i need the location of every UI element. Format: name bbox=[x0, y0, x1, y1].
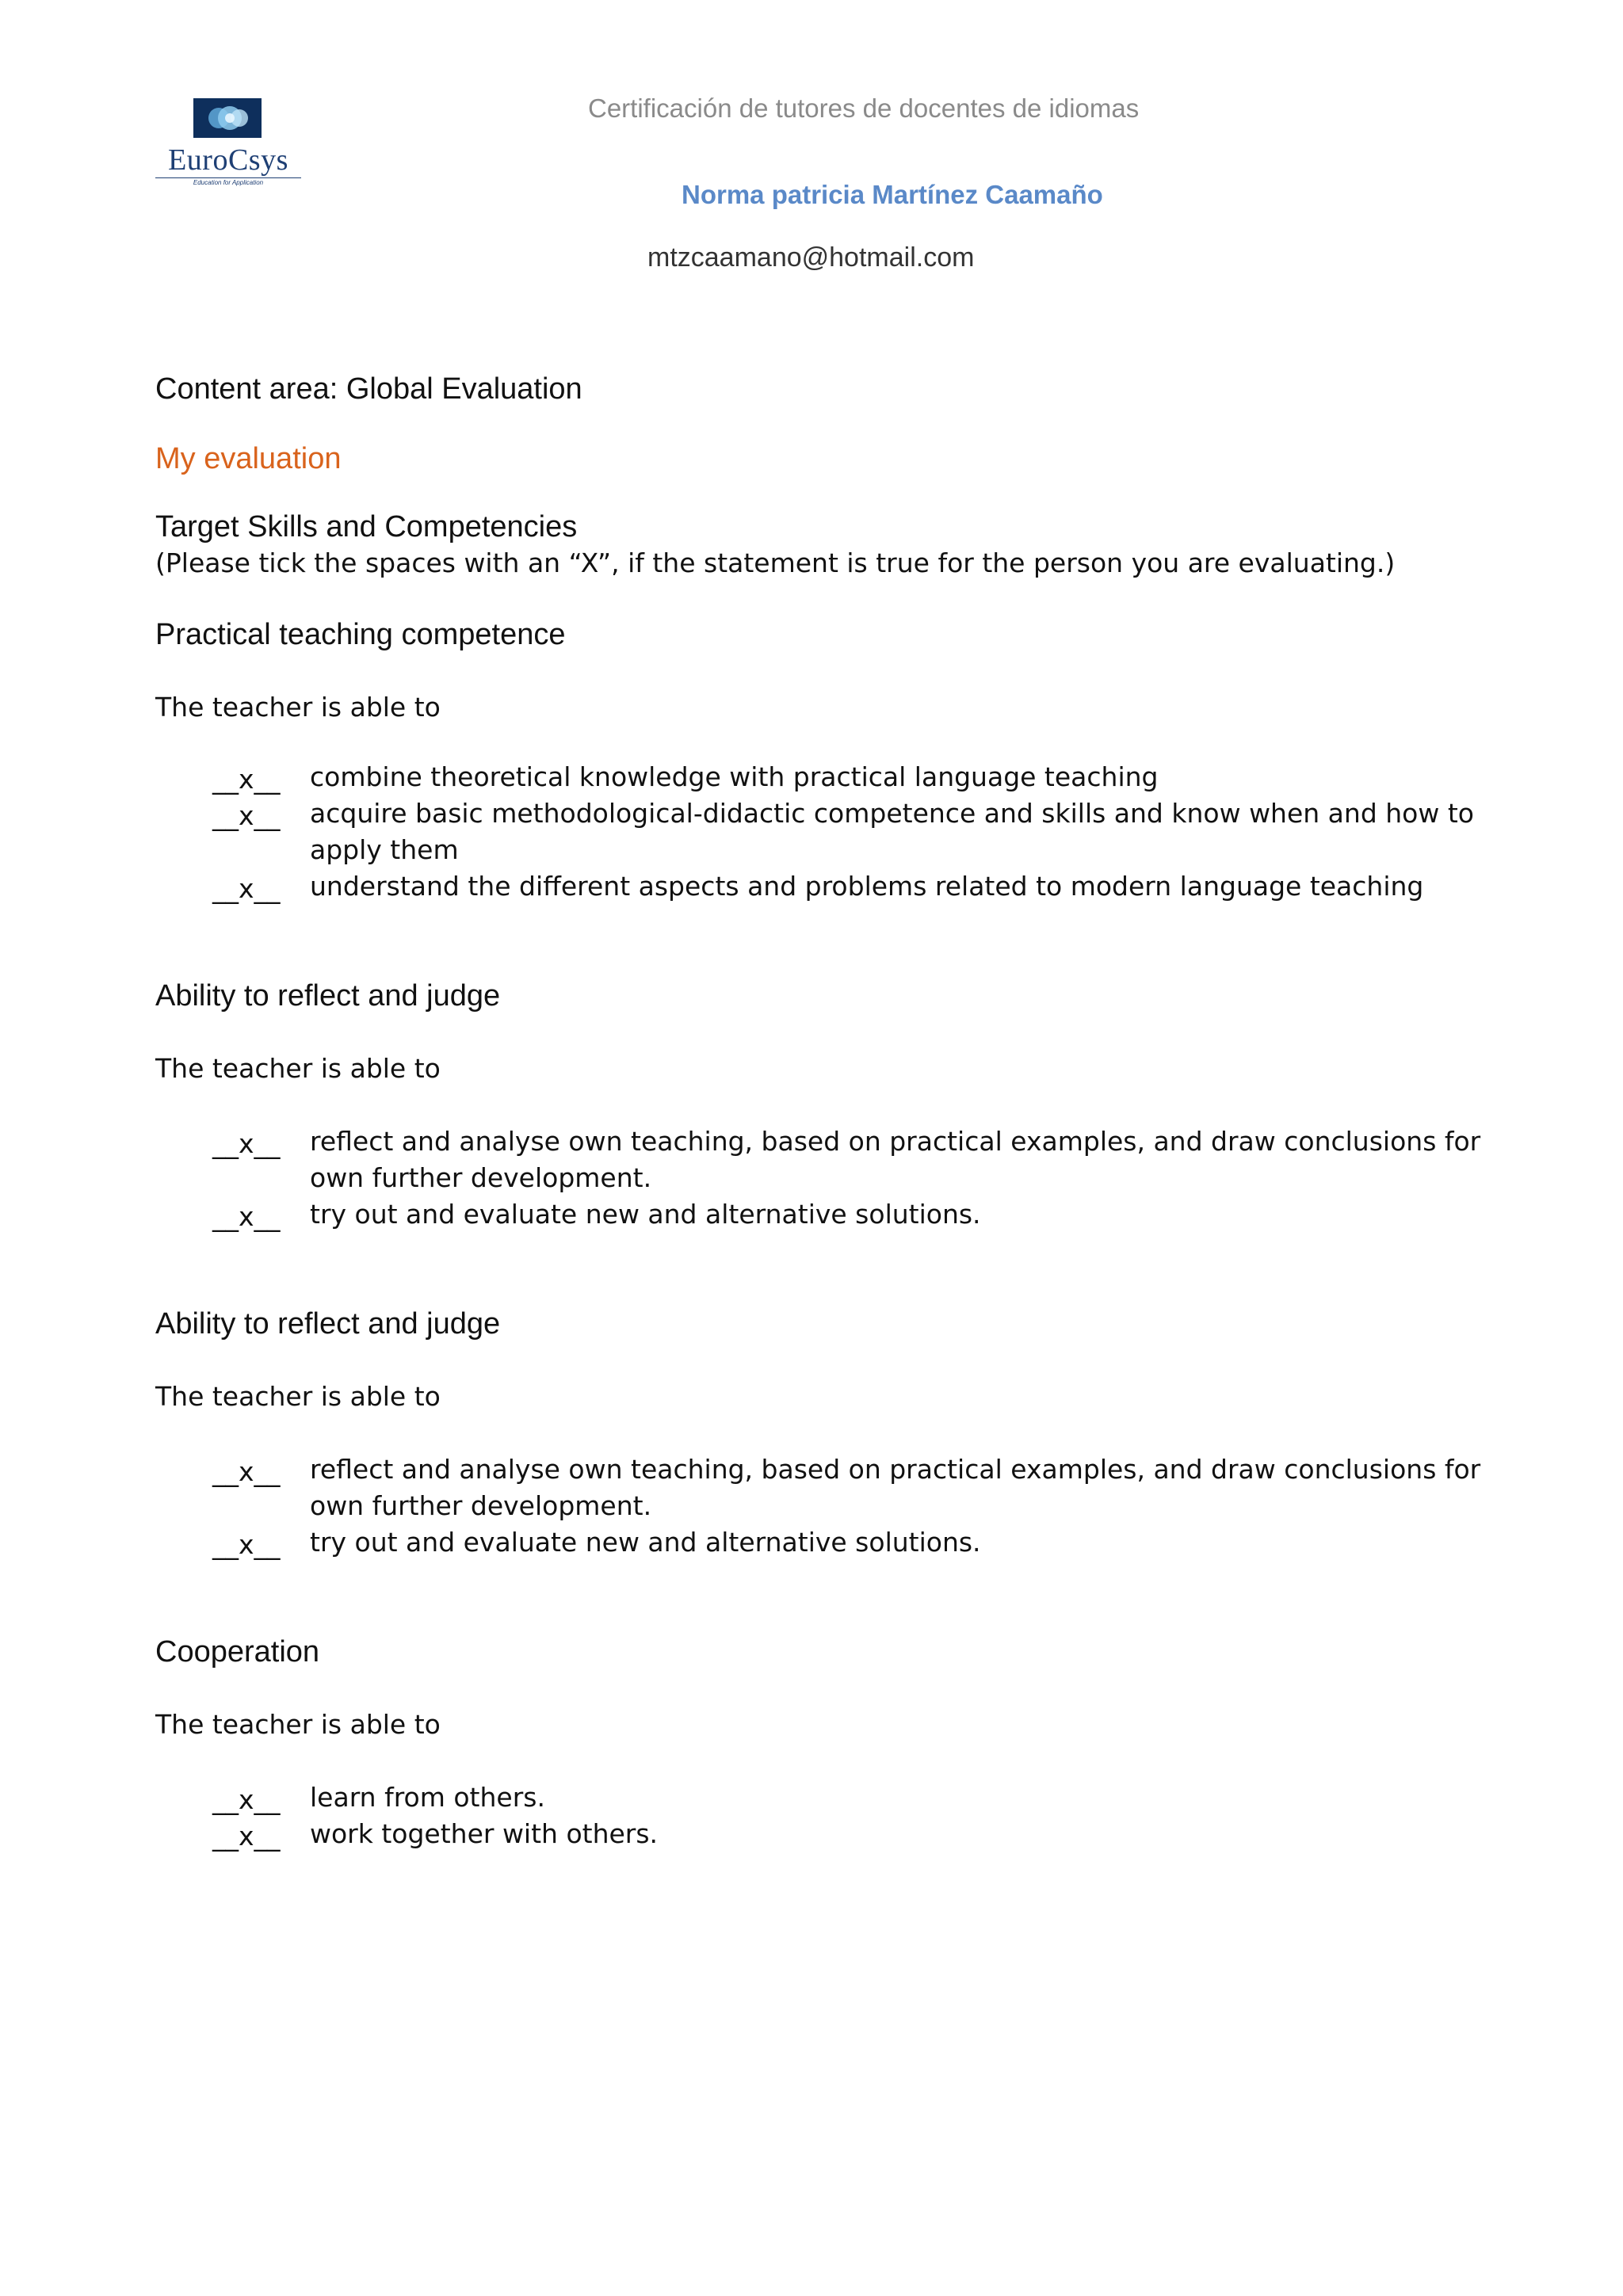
checkbox-mark[interactable]: __x__ bbox=[212, 1784, 281, 1815]
criterion-text: acquire basic methodological-didactic competence and skills and know when and how to apply them bbox=[310, 798, 1474, 865]
content-area-heading: Content area: Global Evaluation bbox=[155, 372, 582, 406]
certification-title: Certificación de tutores de docentes de idiomas bbox=[588, 93, 1140, 123]
my-evaluation-heading: My evaluation bbox=[155, 442, 342, 475]
criterion-text: reflect and analyse own teaching, based on practical examples, and draw conclusions for own further development. bbox=[310, 1126, 1481, 1193]
criterion-text: combine theoretical knowledge with practical language teaching bbox=[310, 761, 1159, 792]
criterion-text: try out and evaluate new and alternative solutions. bbox=[310, 1199, 981, 1230]
criterion-text: reflect and analyse own teaching, based on practical examples, and draw conclusions for own further development. bbox=[310, 1454, 1481, 1521]
logo-emblem-icon bbox=[193, 98, 262, 138]
criterion-text: try out and evaluate new and alternative solutions. bbox=[310, 1527, 981, 1558]
section-title: Ability to reflect and judge bbox=[155, 979, 501, 1013]
checkbox-mark[interactable]: __x__ bbox=[212, 764, 281, 795]
section-title: Cooperation bbox=[155, 1635, 320, 1669]
checkbox-mark[interactable]: __x__ bbox=[212, 800, 281, 831]
logo-wordmark: EuroCsys bbox=[168, 143, 288, 177]
section-intro: The teacher is able to bbox=[155, 692, 441, 723]
checkbox-mark[interactable]: __x__ bbox=[212, 1201, 281, 1232]
checkbox-mark[interactable]: __x__ bbox=[212, 1821, 281, 1852]
section-intro: The teacher is able to bbox=[155, 1709, 441, 1740]
eurocsys-logo bbox=[155, 93, 301, 192]
section-title: Ability to reflect and judge bbox=[155, 1307, 501, 1341]
section-intro: The teacher is able to bbox=[155, 1053, 441, 1084]
section-title: Practical teaching competence bbox=[155, 618, 566, 651]
checkbox-mark[interactable]: __x__ bbox=[212, 1529, 281, 1560]
checkbox-mark[interactable]: __x__ bbox=[212, 1128, 281, 1159]
instructions-text: (Please tick the spaces with an “X”, if the statement is true for the person you are evaluating.) bbox=[155, 547, 1396, 578]
author-name: Norma patricia Martínez Caamaño bbox=[682, 180, 1103, 209]
section-intro: The teacher is able to bbox=[155, 1381, 441, 1412]
checkbox-mark[interactable]: __x__ bbox=[212, 873, 281, 904]
target-skills-heading: Target Skills and Competencies bbox=[155, 510, 578, 543]
criterion-text: understand the different aspects and problems related to modern language teaching bbox=[310, 871, 1424, 902]
criterion-text: learn from others. bbox=[310, 1782, 545, 1813]
logo-tagline: Education for Application bbox=[155, 177, 301, 186]
author-email: mtzcaamano@hotmail.com bbox=[647, 242, 975, 273]
checkbox-mark[interactable]: __x__ bbox=[212, 1456, 281, 1487]
criterion-text: work together with others. bbox=[310, 1818, 659, 1849]
